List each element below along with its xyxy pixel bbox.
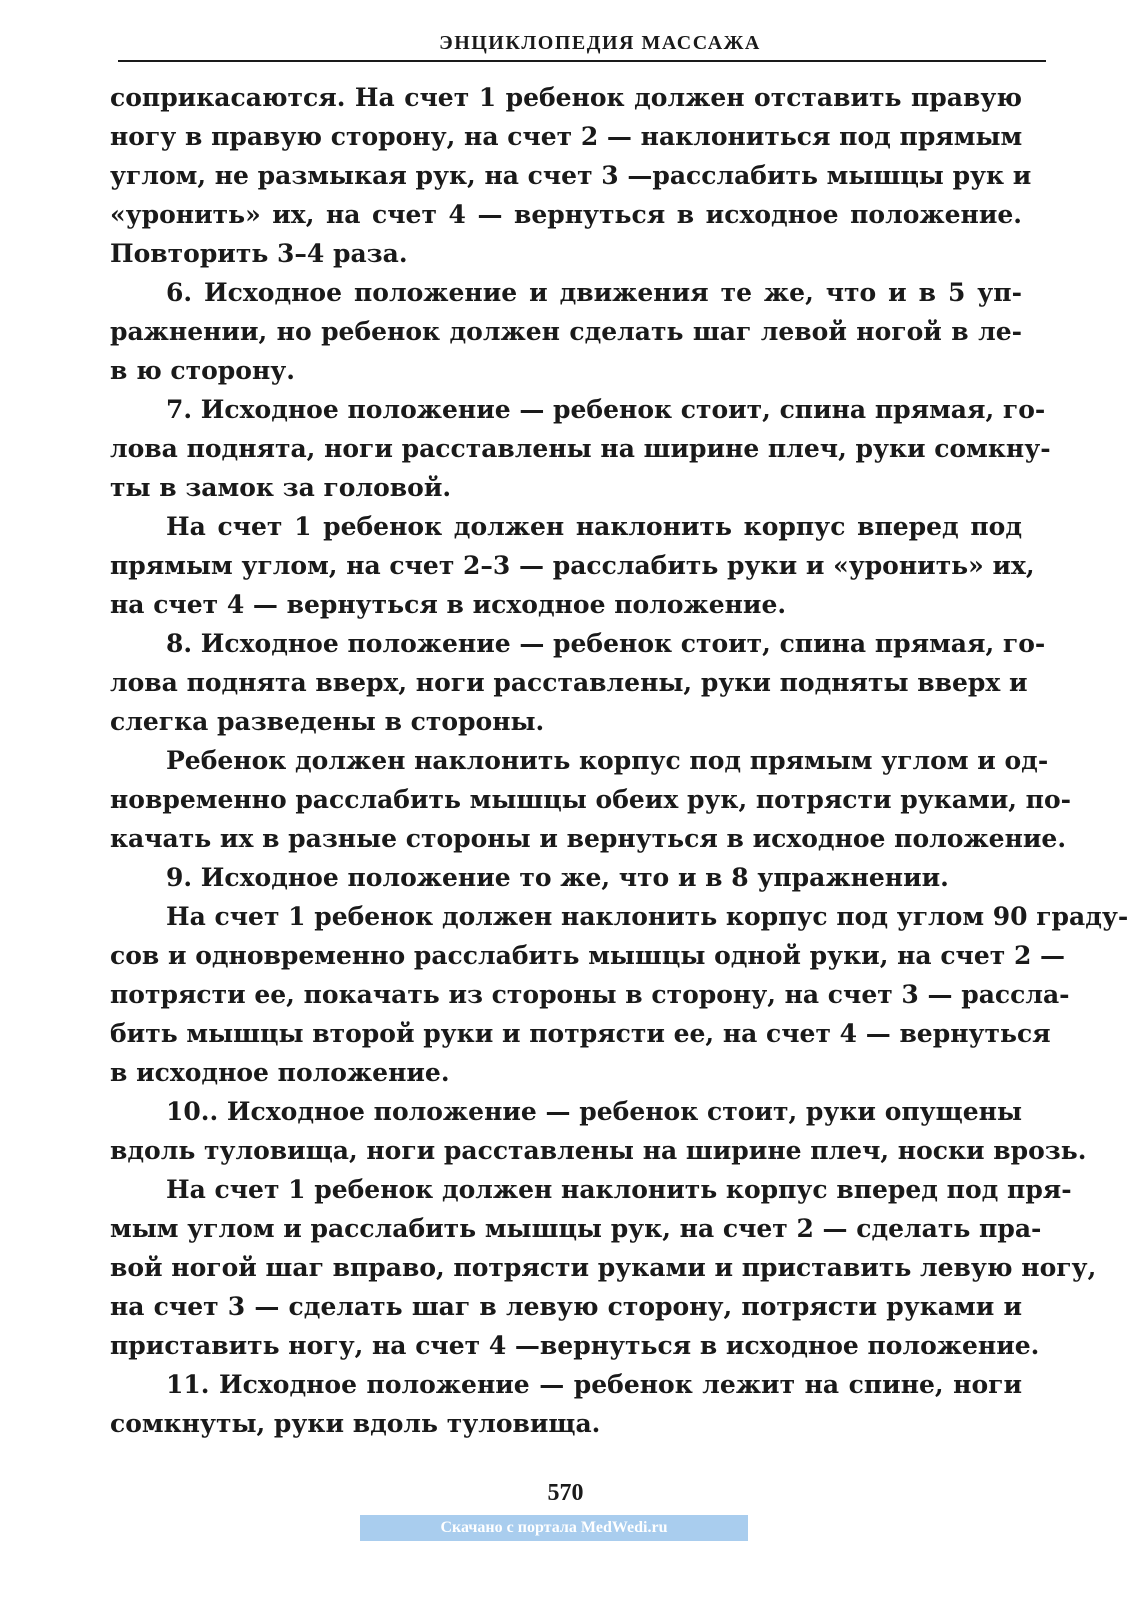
text-line: ногу в правую сторону, на счет 2 — наклониться под прямым — [110, 122, 1023, 151]
text-line: лова поднята, ноги расставлены на ширине плеч, руки сомкну- — [110, 434, 1051, 463]
body-text — [110, 78, 1129, 1443]
paragraph — [110, 858, 1022, 897]
text-line: углом, не размыкая рук, на счет 3 —расслабить мышцы рук и — [110, 161, 1032, 190]
text-line: на счет 3 — сделать шаг в левую сторону, потрясти руками и — [110, 1292, 1022, 1321]
text-line: вой ногой шаг вправо, потрясти руками и приставить левую ногу, — [110, 1253, 1097, 1282]
text-line: лова поднята вверх, ноги расставлены, руки подняты вверх и — [110, 668, 1028, 697]
text-line: бить мышцы второй руки и потрясти ее, на счет 4 — вернуться — [110, 1019, 1051, 1048]
text-line: мым углом и расслабить мышцы рук, на счет 2 — сделать пра- — [110, 1214, 1042, 1243]
text-line: в исходное положение. — [110, 1058, 450, 1087]
text-line: 9. Исходное положение то же, что и в 8 упражнении. — [166, 863, 949, 892]
text-line: прямым углом, на счет 2–3 — расслабить руки и «уронить» их, — [110, 551, 1035, 580]
paragraph — [110, 741, 1072, 858]
text-line: 8. Исходное положение — ребенок стоит, спина прямая, го- — [166, 629, 1046, 658]
text-line: слегка разведены в стороны. — [110, 707, 545, 736]
header-rule — [118, 60, 1046, 62]
text-line: ты в замок за головой. — [110, 473, 452, 502]
paragraph — [110, 273, 1022, 390]
running-header — [118, 30, 1046, 62]
text-line: приставить ногу, на счет 4 —вернуться в исходное положение. — [110, 1331, 1040, 1360]
paragraph — [110, 897, 1129, 1092]
text-line: 7. Исходное положение — ребенок стоит, спина прямая, го- — [166, 395, 1046, 424]
paragraph — [110, 1092, 1087, 1170]
text-line: «уронить» их, на счет 4 — вернуться в исходное положение. — [110, 200, 1022, 229]
text-line: 10.. Исходное положение — ребенок стоит, руки опущены — [166, 1097, 1022, 1126]
text-line: На счет 1 ребенок должен наклонить корпус вперед под — [166, 512, 1022, 541]
text-line: Ребенок должен наклонить корпус под прямым углом и од- — [166, 746, 1049, 775]
text-line: На счет 1 ребенок должен наклонить корпус вперед под пря- — [166, 1175, 1072, 1204]
paragraph — [110, 624, 1046, 741]
text-line: качать их в разные стороны и вернуться в исходное положение. — [110, 824, 1067, 853]
paragraph — [110, 390, 1051, 507]
text-line: в ю сторону. — [110, 356, 295, 385]
watermark-banner: Скачано с портала MedWedi.ru — [360, 1515, 748, 1541]
paragraph — [110, 1170, 1097, 1365]
text-line: новременно расслабить мышцы обеих рук, потрясти руками, по- — [110, 785, 1072, 814]
page-number: 570 — [547, 1480, 584, 1506]
text-line: ражнении, но ребенок должен сделать шаг левой ногой в ле- — [110, 317, 1022, 346]
running-header-title: ЭНЦИКЛОПЕДИЯ МАССАЖА — [439, 32, 761, 54]
text-line: 11. Исходное положение — ребенок лежит на спине, ноги — [166, 1370, 1022, 1399]
text-line: 6. Исходное положение и движения те же, что и в 5 уп- — [166, 278, 1022, 307]
text-line: Повторить 3–4 раза. — [110, 239, 408, 268]
text-line: потрясти ее, покачать из стороны в сторону, на счет 3 — рассла- — [110, 980, 1070, 1009]
text-line: На счет 1 ребенок должен наклонить корпус под углом 90 граду- — [166, 902, 1129, 931]
text-line: вдоль туловища, ноги расставлены на ширине плеч, носки врозь. — [110, 1136, 1087, 1165]
paragraph — [110, 78, 1032, 273]
text-line: на счет 4 — вернуться в исходное положение. — [110, 590, 787, 619]
text-line: сомкнуты, руки вдоль туловища. — [110, 1409, 601, 1438]
paragraph — [110, 1365, 1022, 1443]
paragraph — [110, 507, 1035, 624]
text-line: сов и одновременно расслабить мышцы одной руки, на счет 2 — — [110, 941, 1066, 970]
text-line: соприкасаются. На счет 1 ребенок должен отставить правую — [110, 83, 1022, 112]
